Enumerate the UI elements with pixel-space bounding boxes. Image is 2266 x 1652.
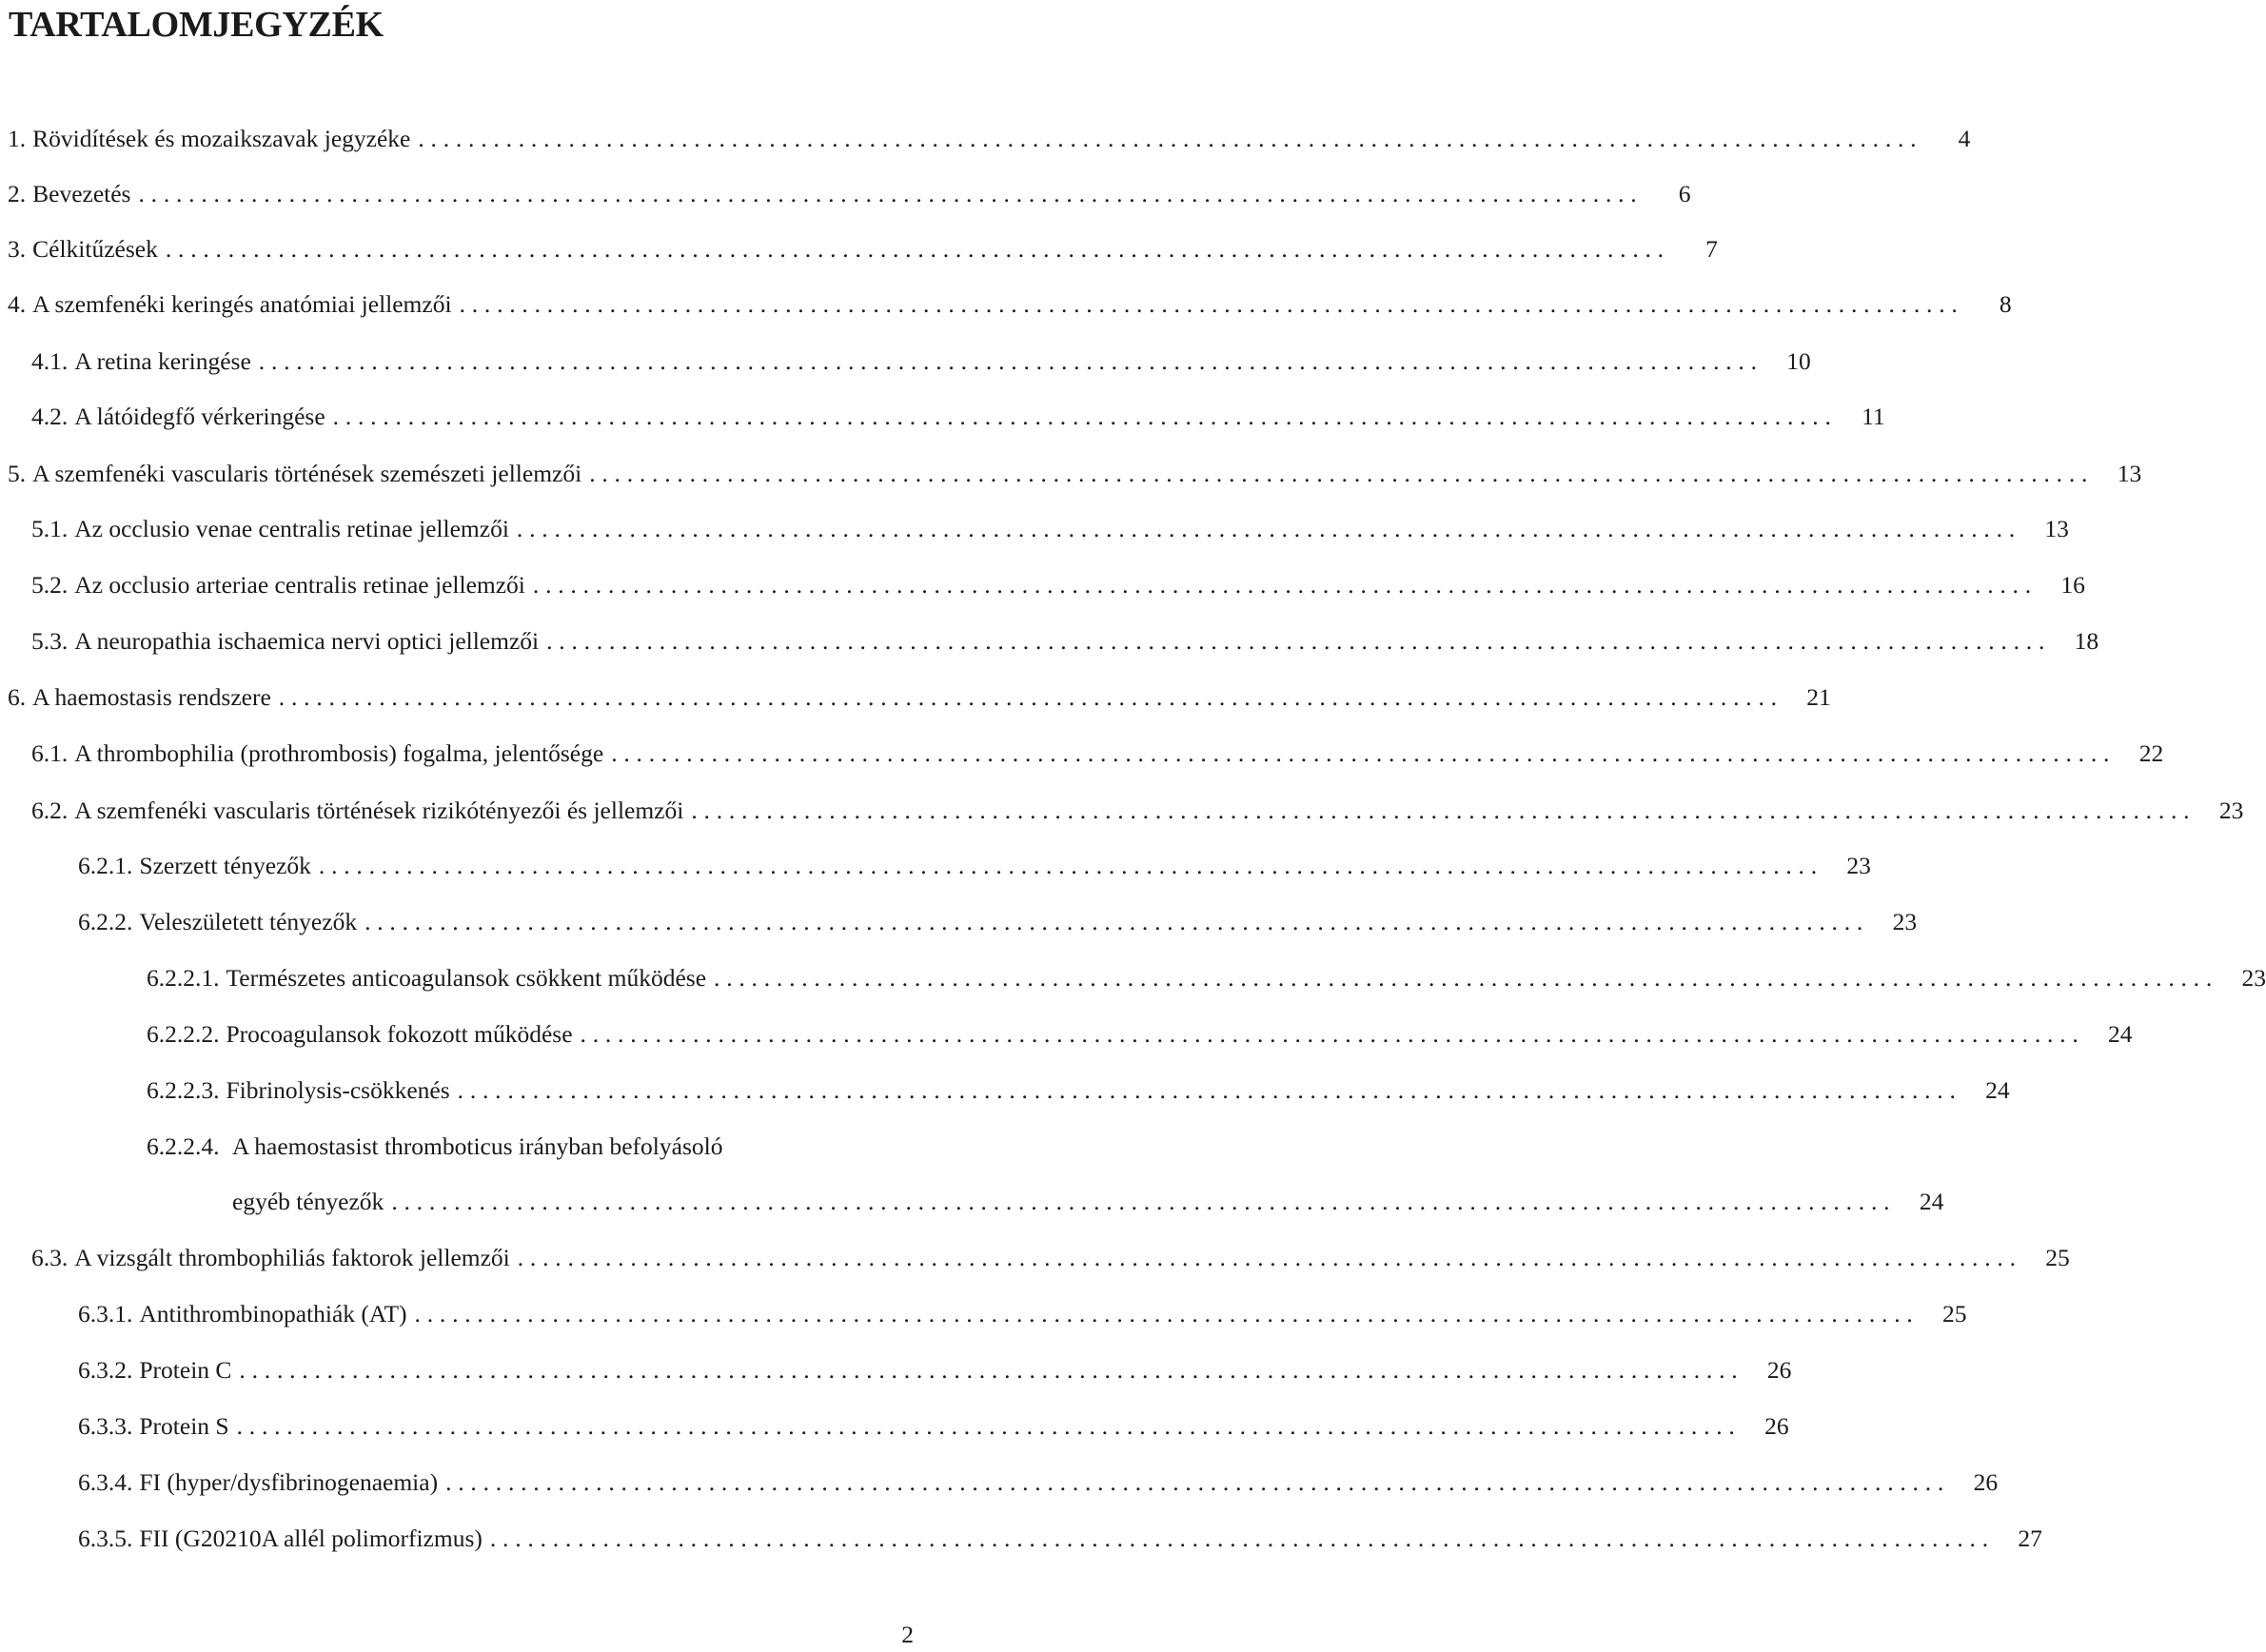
- toc-entry-title: A szemfenéki vascularis történések szemészeti jellemzői: [32, 460, 582, 487]
- toc-entry-page: 24: [1919, 1188, 1944, 1215]
- toc-entry-number: 5.1.: [31, 515, 69, 542]
- dot-leader: ........................................................................................................................: [580, 1020, 2085, 1048]
- toc-entry-page: 22: [2138, 739, 2164, 767]
- toc-entry[interactable]: [78, 1297, 1967, 1331]
- toc-entry-title: A szemfenéki keringés anatómiai jellemzői: [32, 290, 452, 318]
- toc-entry-number: 4.1.: [31, 347, 69, 375]
- toc-entry-number: 6.2.2.4.: [147, 1132, 220, 1160]
- toc-entry-title: Protein C: [139, 1356, 232, 1384]
- toc-entry-number: 6.2.2.1.: [147, 964, 220, 992]
- toc-entry-page: 7: [1705, 235, 1718, 263]
- toc-entry[interactable]: [8, 287, 2012, 322]
- dot-leader: ........................................................................................................................: [691, 796, 2197, 824]
- toc-entry-page: 24: [2108, 1020, 2133, 1048]
- toc-entry-number: 6.: [8, 683, 27, 711]
- dot-leader: ........................................................................................................................: [239, 1356, 1744, 1384]
- toc-entry-title: Szerzett tényezők: [139, 852, 311, 879]
- toc-entry-page: 4: [1958, 125, 1971, 152]
- toc-entry-page: 16: [2060, 571, 2085, 599]
- dot-leader: ........................................................................................................................: [365, 908, 1870, 935]
- toc-entry-number: 6.3.3.: [78, 1412, 133, 1440]
- page-title: TARTALOMJEGYZÉK: [9, 5, 384, 45]
- toc-entry-title: A szemfenéki vascularis történések rizikótényezői és jellemzői: [74, 796, 684, 824]
- toc-entry-page: 24: [1985, 1076, 2010, 1104]
- toc-entry-title: FI (hyper/dysfibrinogenaemia): [139, 1468, 439, 1496]
- toc-entry-number: 6.2.1.: [78, 852, 133, 879]
- toc-entry[interactable]: [8, 232, 1718, 266]
- toc-entry-page: 18: [2074, 627, 2099, 655]
- toc-entry-number: 2.: [8, 180, 27, 207]
- toc-entry[interactable]: [31, 737, 2164, 771]
- page-number: 2: [901, 1621, 914, 1648]
- toc-entry-page: 27: [2018, 1524, 2042, 1552]
- toc-entry[interactable]: [31, 344, 1811, 379]
- toc-entry-title: Protein S: [139, 1412, 229, 1440]
- toc-entry-title: Procoagulansok fokozott működése: [226, 1020, 573, 1048]
- toc-entry-title: A haemostasis rendszere: [32, 683, 271, 711]
- toc-entry-title: A haemostasist thromboticus irányban befolyásoló: [231, 1132, 723, 1160]
- toc-entry-number: 4.2.: [31, 403, 69, 430]
- toc-entry[interactable]: [8, 457, 2142, 491]
- toc-entry-number: 6.2.2.2.: [147, 1020, 220, 1048]
- dot-leader: ........................................................................................................................: [517, 1244, 2022, 1271]
- toc-entry[interactable]: [31, 794, 2244, 828]
- toc-entry-page: 11: [1862, 403, 1885, 430]
- toc-entry-title: Rövidítések és mozaikszavak jegyzéke: [32, 125, 411, 152]
- toc-entry-page: 26: [1973, 1468, 1999, 1496]
- toc-entry-page: 13: [2117, 460, 2142, 487]
- dot-leader: ........................................................................................................................: [457, 1076, 1962, 1104]
- dot-leader: ........................................................................................................................: [516, 515, 2021, 542]
- dot-leader: ........................................................................................................................: [414, 1300, 1920, 1328]
- toc-entry[interactable]: [147, 1073, 2010, 1108]
- toc-entry-number: 5.2.: [31, 571, 69, 599]
- toc-entry-number: 6.2.2.: [78, 908, 133, 935]
- toc-entry-title: A neuropathia ischaemica nervi optici jellemzői: [74, 627, 540, 655]
- toc-entry[interactable]: [8, 177, 1691, 211]
- toc-entry[interactable]: [31, 568, 2085, 602]
- dot-leader: ........................................................................................................................: [258, 347, 1764, 375]
- toc-entry-title: Bevezetés: [32, 180, 131, 207]
- dot-leader: ........................................................................................................................: [318, 852, 1823, 879]
- dot-leader: ........................................................................................................................: [138, 180, 1644, 207]
- toc-entry[interactable]: [31, 1241, 2070, 1275]
- toc-entry-title: Célkitűzések: [32, 235, 158, 263]
- toc-entry-title: FII (G20210A allél polimorfizmus): [139, 1524, 483, 1552]
- toc-entry-page: 6: [1678, 180, 1691, 207]
- toc-entry-title: A látóidegfő vérkeringése: [74, 403, 325, 430]
- toc-entry[interactable]: [78, 905, 1918, 939]
- toc-entry-page: 21: [1806, 683, 1831, 711]
- toc-entry-page: 10: [1786, 347, 1811, 375]
- toc-entry-title: Természetes anticoagulansok csökkent működése: [226, 964, 707, 992]
- toc-entry-first-line[interactable]: [147, 1130, 722, 1164]
- toc-entry-title: Antithrombinopathiák (AT): [139, 1300, 407, 1328]
- toc-entry-title: Veleszületett tényezők: [139, 908, 358, 935]
- toc-entry-page: 23: [2218, 796, 2244, 824]
- dot-leader: ........................................................................................................................: [589, 460, 2095, 487]
- toc-entry-number: 6.3.5.: [78, 1524, 133, 1552]
- toc-entry[interactable]: [78, 1522, 2042, 1556]
- dot-leader: ........................................................................................................................: [445, 1468, 1951, 1496]
- toc-entry-number: 6.3.: [31, 1244, 69, 1271]
- toc-entry-number: 6.3.4.: [78, 1468, 133, 1496]
- toc-entry-page: 25: [2045, 1244, 2070, 1271]
- toc-entry[interactable]: [31, 624, 2099, 659]
- toc-entry-number: 6.1.: [31, 739, 69, 767]
- toc-entry-page: 8: [1999, 290, 2012, 318]
- toc-entry-page: 23: [2241, 964, 2266, 992]
- toc-entry[interactable]: [8, 680, 1831, 715]
- toc-entry-number: 1.: [8, 125, 27, 152]
- toc-entry[interactable]: [78, 1409, 1789, 1444]
- toc-entry-number: 5.: [8, 460, 27, 487]
- toc-entry-number: 5.3.: [31, 627, 69, 655]
- dot-leader: ........................................................................................................................: [546, 627, 2052, 655]
- toc-entry-page: 26: [1764, 1412, 1789, 1440]
- toc-entry-title: Az occlusio arteriae centralis retinae jellemzői: [74, 571, 525, 599]
- toc-entry-number: 6.3.1.: [78, 1300, 133, 1328]
- toc-entry[interactable]: [78, 849, 1871, 883]
- dot-leader: ........................................................................................................................: [532, 571, 2038, 599]
- dot-leader: ........................................................................................................................: [278, 683, 1783, 711]
- toc-entry-number: 3.: [8, 235, 27, 263]
- dot-leader: ........................................................................................................................: [332, 403, 1838, 430]
- toc-entry[interactable]: [31, 400, 1885, 434]
- toc-entry-number: 6.2.2.3.: [147, 1076, 220, 1104]
- toc-entry-title: Az occlusio venae centralis retinae jellemzői: [74, 515, 509, 542]
- dot-leader: ........................................................................................................................: [236, 1412, 1742, 1440]
- dot-leader: ........................................................................................................................: [459, 290, 1964, 318]
- toc-entry-continuation[interactable]: [232, 1185, 1944, 1219]
- dot-leader: ........................................................................................................................: [611, 739, 2117, 767]
- toc-entry-page: 26: [1766, 1356, 1792, 1384]
- dot-leader: ........................................................................................................................: [165, 235, 1670, 263]
- toc-entry[interactable]: [147, 961, 2266, 995]
- toc-entry[interactable]: [78, 1465, 1999, 1500]
- toc-entry-title: A vizsgált thrombophiliás faktorok jellemzői: [74, 1244, 510, 1271]
- dot-leader: ........................................................................................................................: [489, 1524, 1995, 1552]
- toc-entry-number: 6.3.2.: [78, 1356, 133, 1384]
- toc-entry-page: 23: [1846, 852, 1871, 879]
- dot-leader: ........................................................................................................................: [418, 125, 1923, 152]
- dot-leader: ........................................................................................................................: [714, 964, 2219, 992]
- toc-entry-title-continuation: egyéb tényezők: [232, 1188, 384, 1215]
- toc-entry-number: 6.2.: [31, 796, 69, 824]
- toc-entry[interactable]: [31, 512, 2069, 546]
- toc-entry-title: Fibrinolysis-csökkenés: [226, 1076, 450, 1104]
- toc-entry[interactable]: [8, 122, 1971, 156]
- toc-entry-page: 13: [2044, 515, 2069, 542]
- toc-entry-number: 4.: [8, 290, 27, 318]
- toc-entry-title: A thrombophilia (prothrombosis) fogalma, jelentősége: [74, 739, 604, 767]
- toc-entry-page: 25: [1942, 1300, 1967, 1328]
- toc-entry[interactable]: [78, 1353, 1792, 1387]
- toc-entry[interactable]: [147, 1017, 2133, 1052]
- toc-entry-page: 23: [1892, 908, 1918, 935]
- toc-entry-title: A retina keringése: [74, 347, 251, 375]
- dot-leader: ........................................................................................................................: [391, 1188, 1897, 1215]
